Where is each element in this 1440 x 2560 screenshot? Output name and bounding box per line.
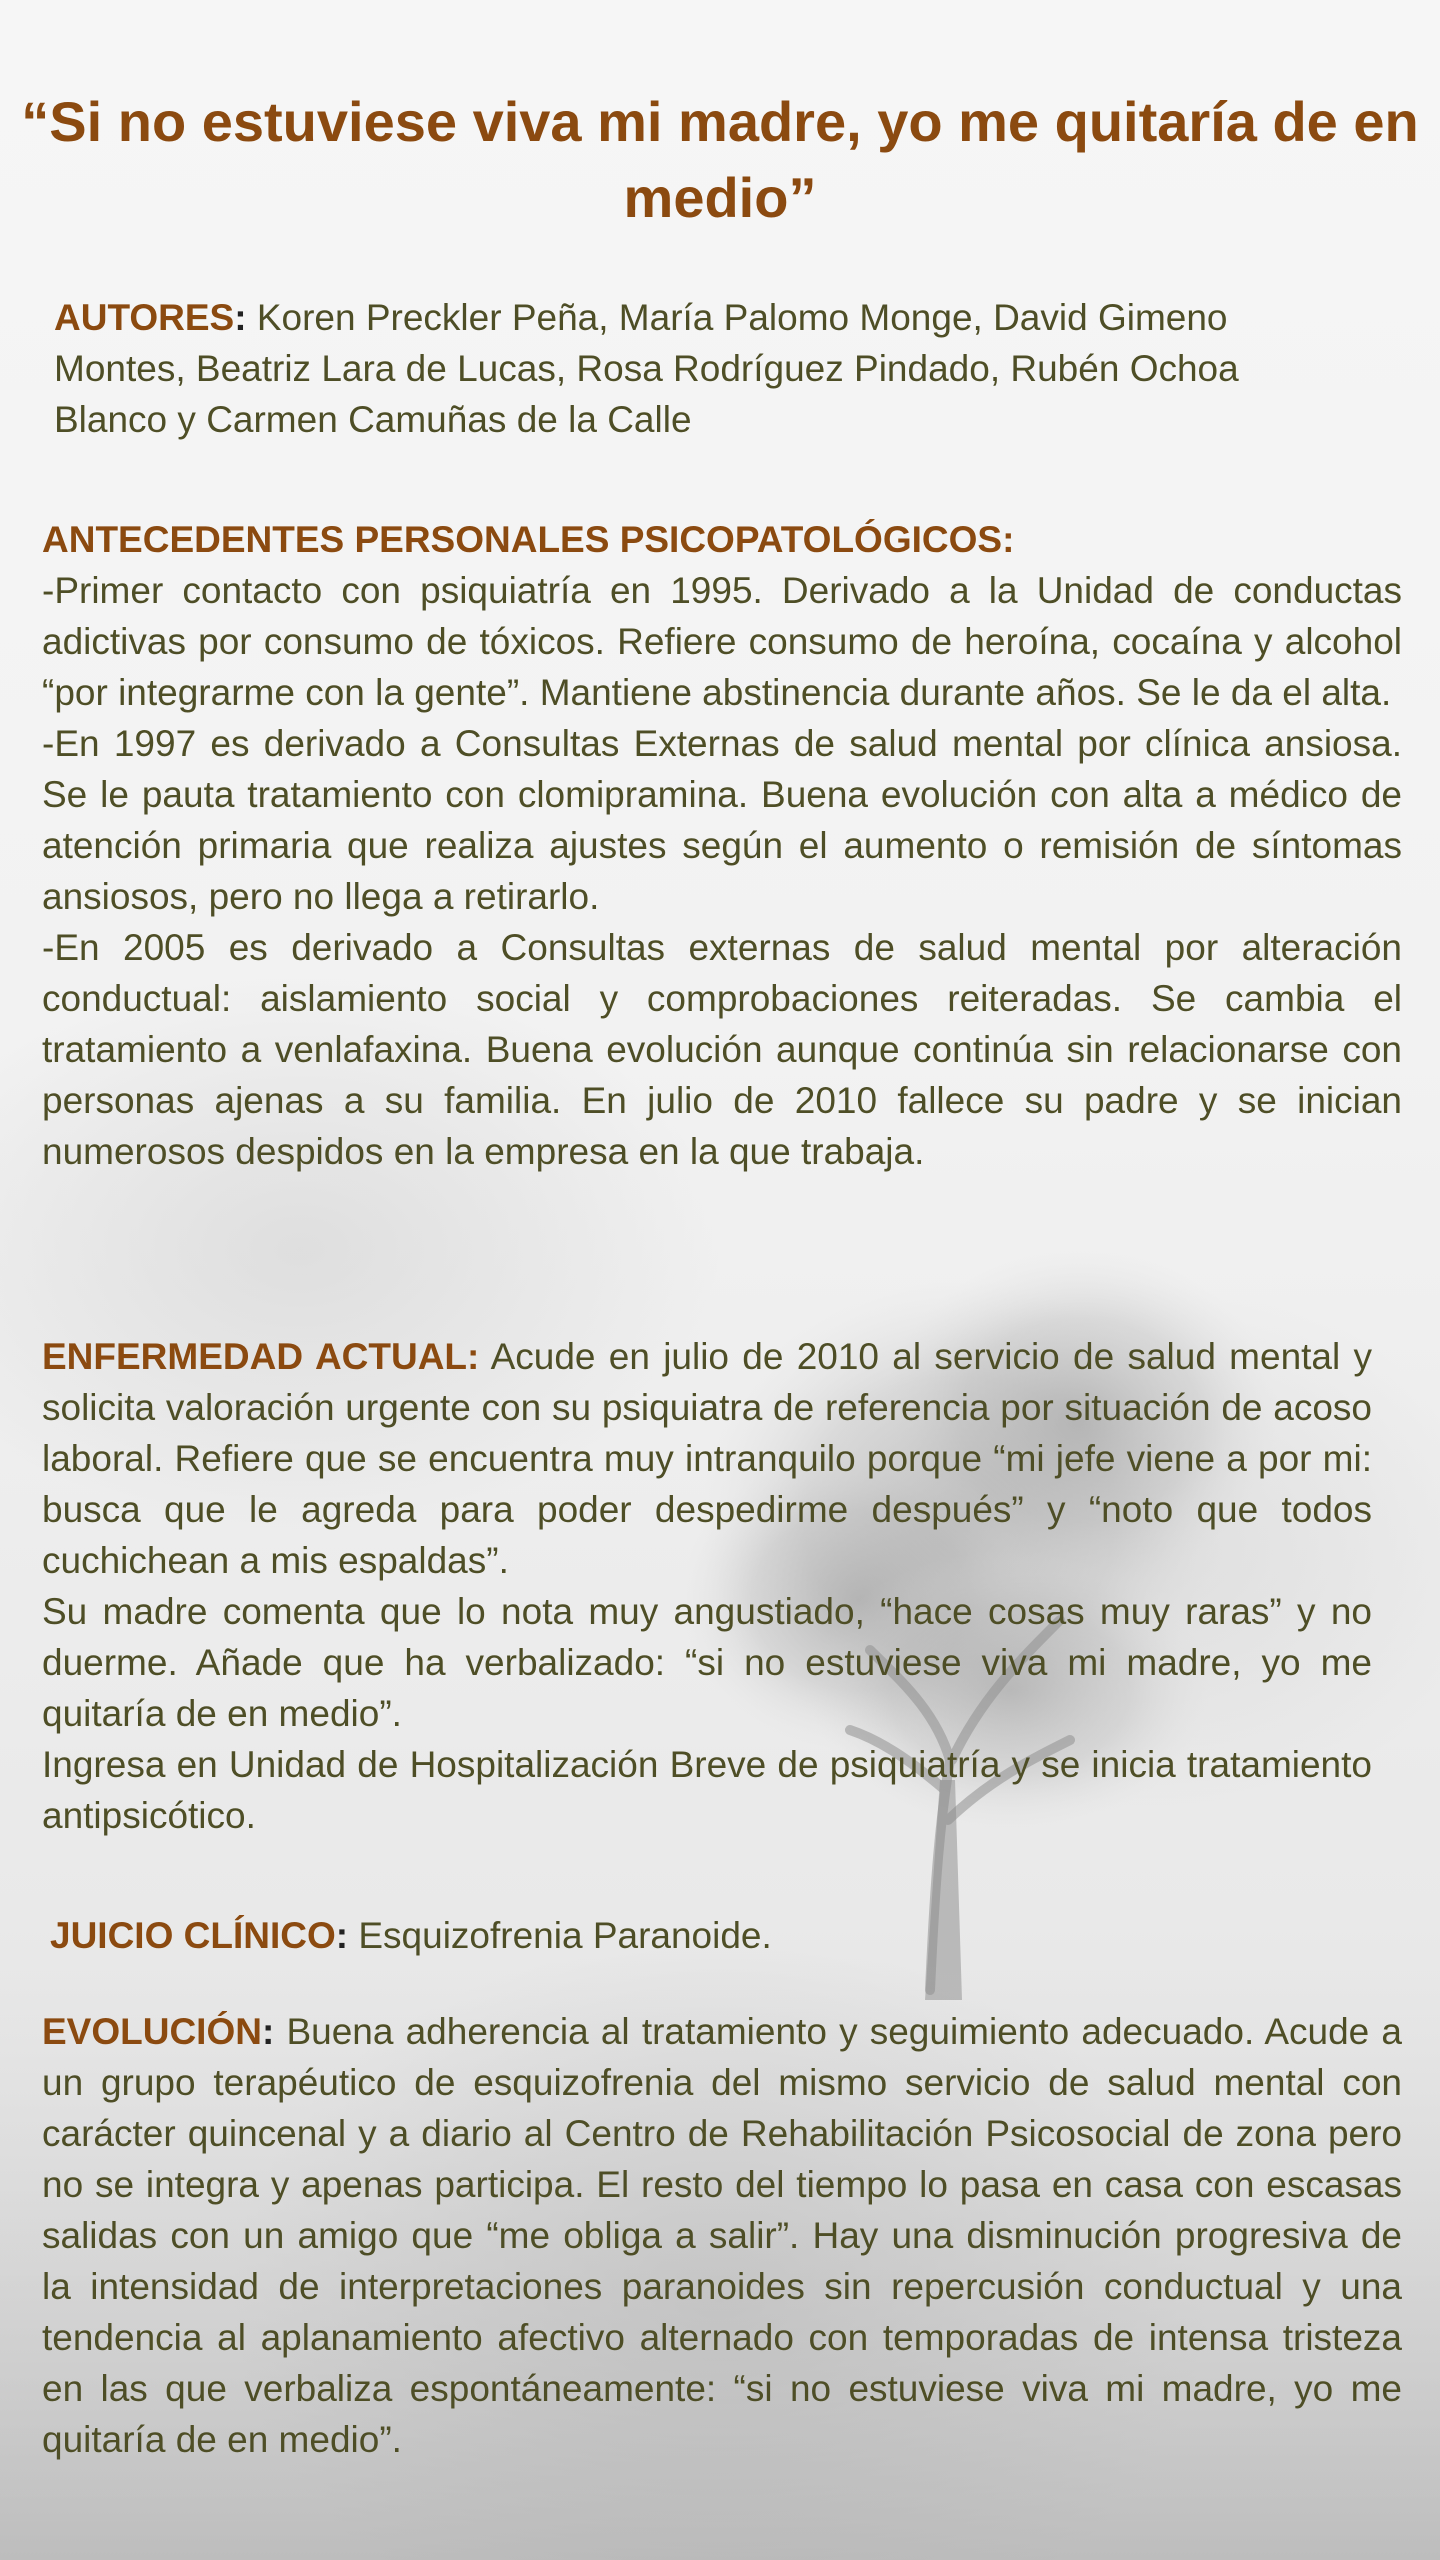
authors-label: AUTORES bbox=[54, 297, 235, 338]
authors-colon: : bbox=[234, 297, 247, 338]
juicio-colon: : bbox=[335, 1915, 349, 1956]
juicio-label: JUICIO CLÍNICO bbox=[50, 1915, 336, 1956]
poster-title: “Si no estuviese viva mi madre, yo me quitaría de en medio” bbox=[21, 90, 1419, 229]
evolucion-section bbox=[42, 2006, 1402, 2465]
enfermedad-paragraph: Su madre comenta que lo nota muy angustiado, “hace cosas muy raras” y no duerme. Añade que ha verbalizado: “si no estuviese viva mi madre, yo me quitaría de en medio”. bbox=[42, 1591, 1372, 1734]
antecedentes-paragraph: -En 2005 es derivado a Consultas externas de salud mental por alteración conductual: aislamiento social y comprobaciones reiteradas. Se cambia el tratamiento a venlafaxina. Buena evolución aunque continúa sin relacionarse con personas ajenas a su familia. En julio de 2010 fallece su padre y se inician numerosos despidos en la empresa en la que trabaja. bbox=[42, 927, 1402, 1172]
enfermedad-intro-text: Acude en julio de 2010 al servicio de salud mental y solicita valoración urgente con su psiquiatra de referencia por situación de acoso laboral. Refiere que se encuentra muy intranquilo porque “mi jefe viene a por mi: busca que le agreda para poder despedirme después” y “noto que todos cuchichean a mis espaldas”. bbox=[42, 1336, 1372, 1581]
enfermedad-section bbox=[42, 1331, 1372, 1841]
evolucion-text: Buena adherencia al tratamiento y seguimiento adecuado. Acude a un grupo terapéutico de esquizofrenia del mismo servicio de salud mental con carácter quincenal y a diario al Centro de Rehabilitación Psicosocial de zona pero no se integra y apenas participa. El resto del tiempo lo pasa en casa con escasas salidas con un amigo que “me obliga a salir”. Hay una disminución progresiva de la intensidad de interpretaciones paranoides sin repercusión conductual y una tendencia al aplanamiento afectivo alternado con temporadas de intensa tristeza en las que verbaliza espontáneamente: “si no estuviese viva mi madre, yo me quitaría de en medio”. bbox=[42, 2011, 1402, 2460]
enfermedad-first-paragraph bbox=[42, 1331, 1372, 1586]
juicio-section bbox=[50, 1910, 1410, 1961]
antecedentes-paragraph: -En 1997 es derivado a Consultas Externas de salud mental por clínica ansiosa. Se le pauta tratamiento con clomipramina. Buena evolución con alta a médico de atención primaria que realiza ajustes según el aumento o remisión de síntomas ansiosos, pero no llega a retirarlo. bbox=[42, 723, 1402, 917]
enfermedad-paragraph: Ingresa en Unidad de Hospitalización Breve de psiquiatría y se inicia tratamiento antipsicótico. bbox=[42, 1744, 1372, 1836]
evolucion-label: EVOLUCIÓN bbox=[42, 2011, 262, 2052]
juicio-text: Esquizofrenia Paranoide. bbox=[348, 1915, 772, 1956]
antecedentes-section bbox=[42, 514, 1402, 1177]
antecedentes-heading: ANTECEDENTES PERSONALES PSICOPATOLÓGICOS: bbox=[42, 519, 1015, 560]
authors-list: Koren Preckler Peña, María Palomo Monge, David Gimeno Montes, Beatriz Lara de Lucas, Rosa Rodríguez Pindado, Rubén Ochoa Blanco y Carmen Camuñas de la Calle bbox=[54, 297, 1239, 440]
enfermedad-heading: ENFERMEDAD ACTUAL: bbox=[42, 1336, 480, 1377]
evolucion-colon: : bbox=[261, 2011, 275, 2052]
antecedentes-paragraph: -Primer contacto con psiquiatría en 1995. Derivado a la Unidad de conductas adictivas por consumo de tóxicos. Refiere consumo de heroína, cocaína y alcohol “por integrarme con la gente”. Mantiene abstinencia durante años. Se le da el alta. bbox=[42, 570, 1402, 713]
authors-block bbox=[54, 292, 1294, 445]
